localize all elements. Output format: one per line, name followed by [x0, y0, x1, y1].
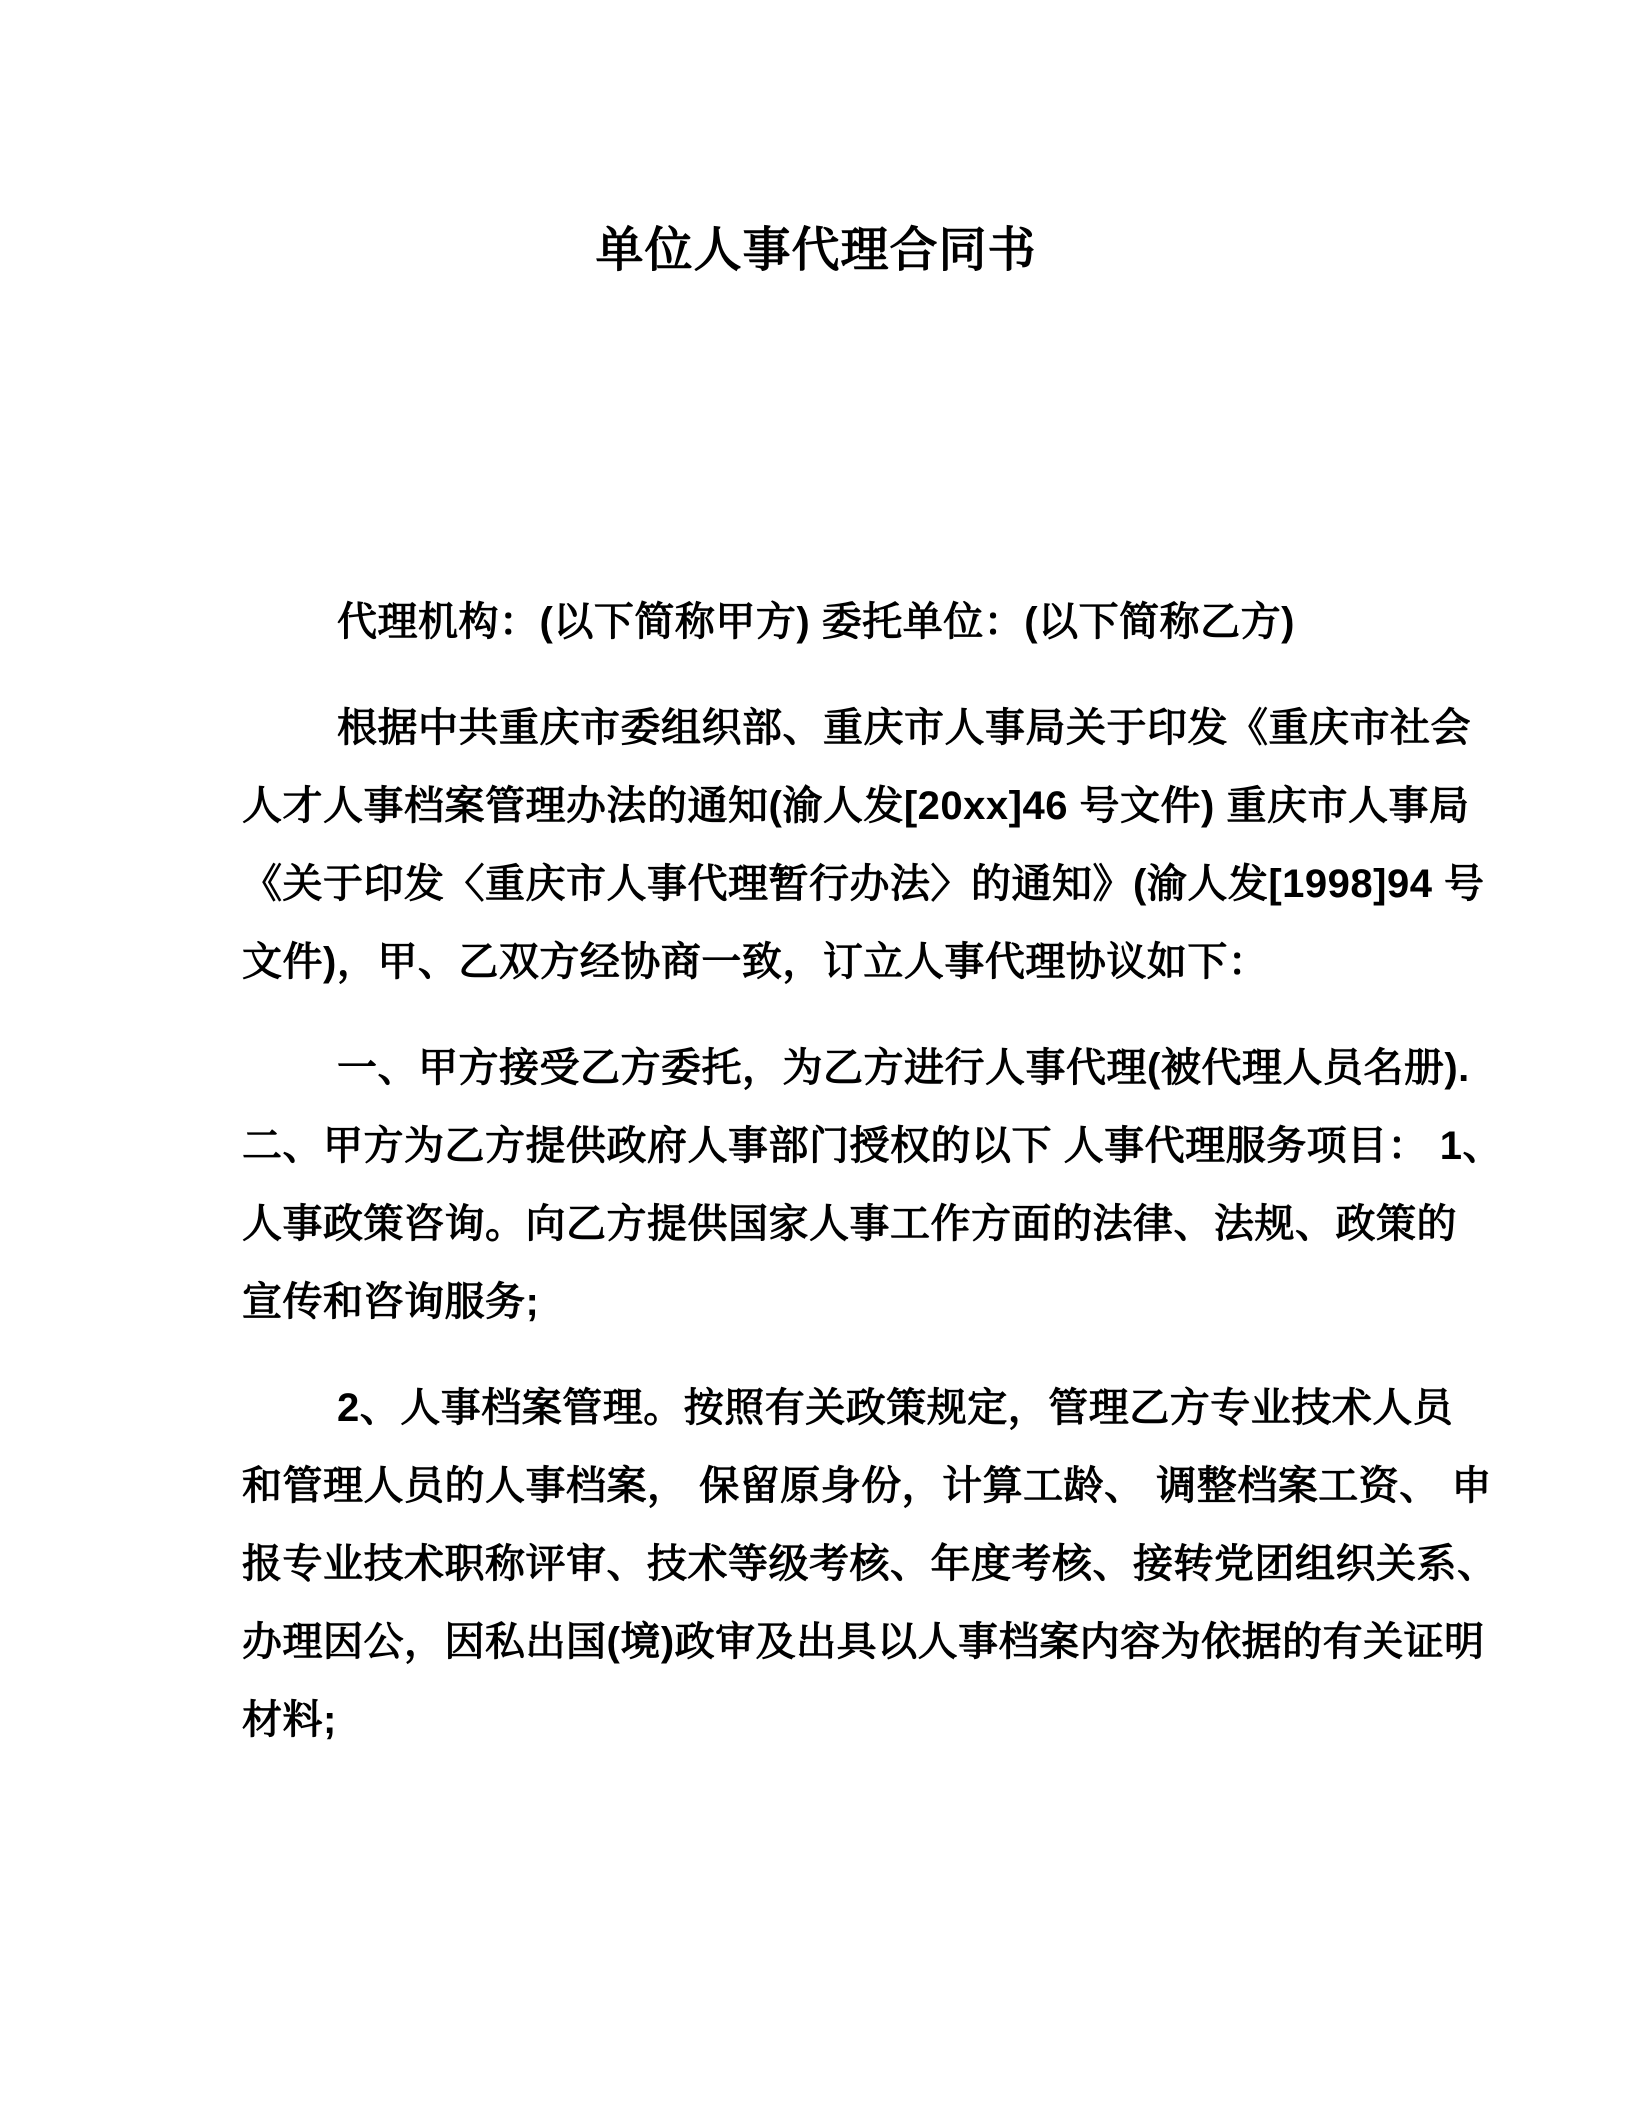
text-line: 根据中共重庆市委组织部、重庆市人事局关于印发《重庆市社会: [337, 706, 1471, 750]
text-line: 代理机构：(以下简称甲方) 委托单位：(以下简称乙方): [337, 600, 1295, 644]
paragraph: [242, 1029, 1512, 1341]
text-line: 2、人事档案管理。按照有关政策规定，管理乙方专业技术人员: [337, 1386, 1454, 1430]
text-line: 宣传和咨询服务;: [242, 1280, 540, 1324]
text-line: 和管理人员的人事档案， 保留原身份，计算工龄、 调整档案工资、 申: [242, 1464, 1492, 1508]
text-line: 《关于印发〈重庆市人事代理暂行办法〉的通知》(渝人发[1998]94 号: [242, 862, 1485, 906]
text-line: 人事政策咨询。向乙方提供国家人事工作方面的法律、法规、政策的: [242, 1202, 1457, 1246]
text-line: 人才人事档案管理办法的通知(渝人发[20xx]46 号文件) 重庆市人事局: [242, 784, 1470, 828]
text-line: 报专业技术职称评审、技术等级考核、年度考核、接转党团组织关系、: [242, 1542, 1498, 1586]
document-body: [0, 583, 1632, 1759]
paragraph: [242, 1369, 1512, 1759]
paragraph: [242, 583, 1512, 661]
paragraph: [242, 689, 1512, 1001]
text-line: 二、甲方为乙方提供政府人事部门授权的以下 人事代理服务项目： 1、: [242, 1124, 1503, 1168]
document-title: 单位人事代理合同书: [595, 224, 1037, 277]
text-line: 材料;: [242, 1698, 337, 1742]
text-line: 办理因公，因私出国(境)政审及出具以人事档案内容为依据的有关证明: [242, 1620, 1485, 1664]
text-line: 一、甲方接受乙方委托，为乙方进行人事代理(被代理人员名册).: [337, 1046, 1470, 1090]
text-line: 文件)，甲、乙双方经协商一致，订立人事代理协议如下：: [242, 940, 1269, 984]
